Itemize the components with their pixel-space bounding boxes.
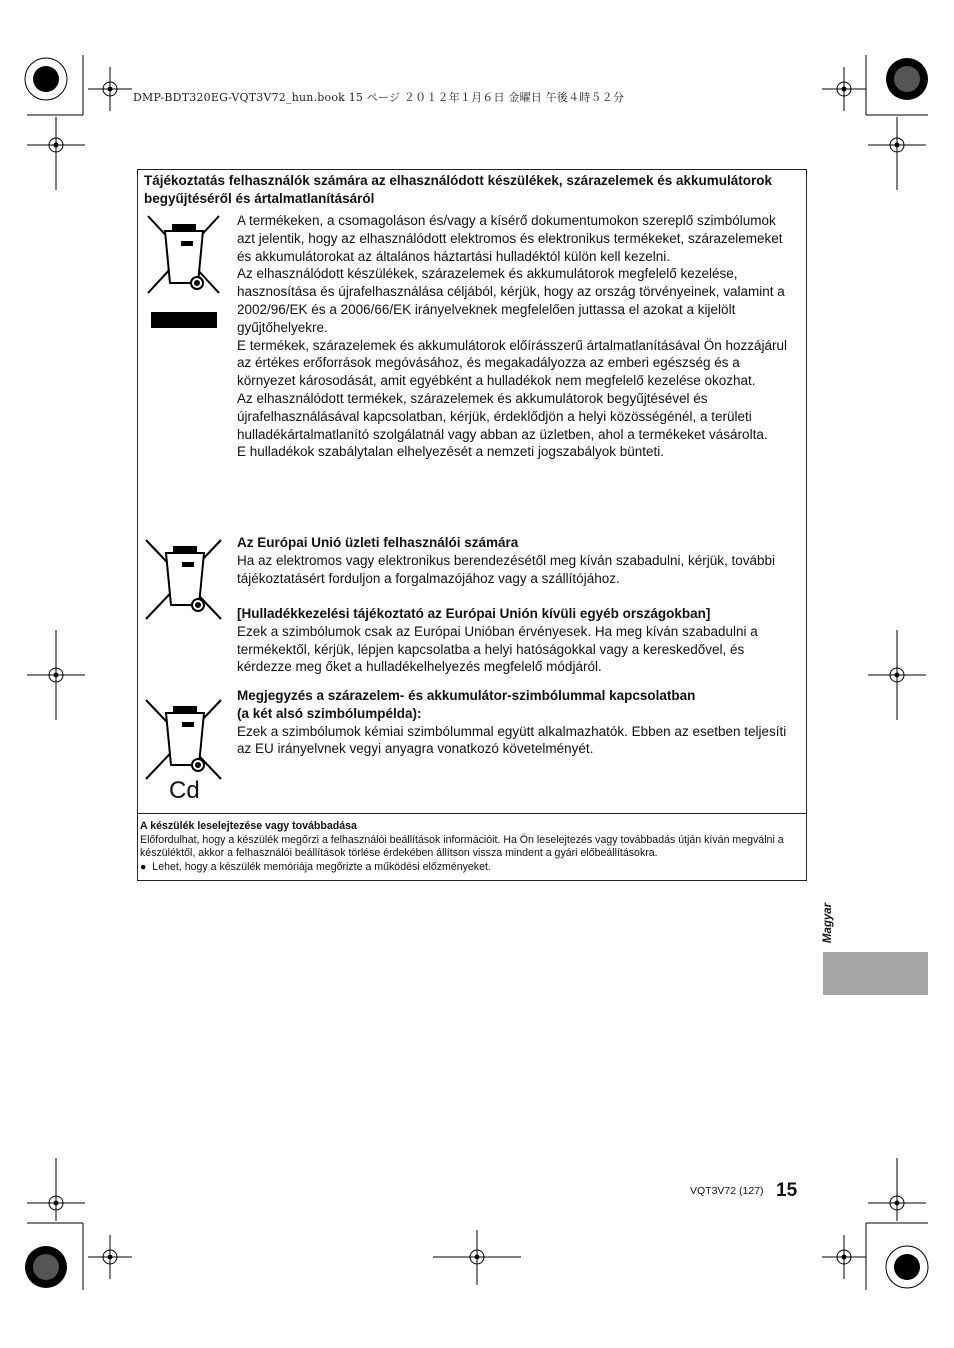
main-text bbox=[237, 212, 797, 461]
battery-bin-icon bbox=[143, 697, 225, 782]
disposal-bullet bbox=[140, 861, 804, 875]
paragraph: A termékeken, a csomagoláson és/vagy a kísérő dokumentumokon szereplő szimbólumok azt jelentik, hogy az elhasználódott elektromos és elektronikus termékeket, szárazelemeket és akkumulátorokat az általános háztartási hulladéktól külön kell kezelni. bbox=[237, 213, 783, 264]
section-text: Ezek a szimbólumok kémiai szimbólummal együtt alkalmazhatók. Ebben az esetben teljesíti az EU irányelvnek vegyi anyagra vonatkozó követelményét. bbox=[237, 723, 787, 757]
language-label bbox=[818, 893, 838, 953]
bullet-text: Lehet, hogy a készülék memóriája megőrizte a működési előzményeket. bbox=[152, 860, 491, 873]
section-subheading: (a két alsó szimbólumpélda): bbox=[237, 705, 422, 721]
chemical-symbol: Cd bbox=[169, 777, 200, 804]
doc-code: VQT3V72 (127) bbox=[690, 1185, 764, 1197]
disposal-heading: A készülék leselejtezése vagy továbbadása bbox=[140, 820, 357, 832]
disposal-section bbox=[140, 820, 804, 874]
bar-symbol bbox=[151, 312, 217, 328]
section-text: Ha az elektromos vagy elektronikus berendezésétől meg kíván szabadulni, kérjük, további tájékoztatásért forduljon a forgalmazójához vagy a szállítójához. bbox=[237, 552, 776, 586]
language-tab bbox=[823, 952, 928, 995]
section-heading: Megjegyzés a szárazelem- és akkumulátor-szimbólummal kapcsolatban bbox=[237, 688, 696, 703]
paragraph: Az elhasználódott készülékek, szárazelemek és akkumulátorok megfelelő kezelése, hasznosítása és újrafelhasználása céljából, kérjük, hogy az ország törvényeinek, valamint a 2002/96/EK és a 2006/66/EK irányelveknek megfelelően juttassa el azokat a kijelölt gyűjtőhelyekre. bbox=[237, 266, 785, 335]
eu-business-section bbox=[237, 534, 797, 587]
section-heading: Az Európai Unió üzleti felhasználói számára bbox=[237, 535, 519, 550]
paragraph: E termékek, szárazelemek és akkumulátorok előírásszerű ártalmatlanításával Ön hozzájárul az értékes erőforrások megóvásához, és megakadályozza az emberi egészség és a környezet károsodását, amit egyébként a hulladékok nem megfelelő kezelése okozhat. bbox=[237, 337, 787, 389]
paragraph: E hulladékok szabálytalan elhelyezését a nemzeti jogszabályok bünteti. bbox=[237, 444, 665, 460]
language-text: Magyar bbox=[822, 902, 834, 944]
page-number: 15 bbox=[776, 1180, 798, 1201]
battery-note-section bbox=[237, 687, 799, 758]
weee-bin-icon bbox=[143, 213, 223, 298]
outside-eu-section bbox=[237, 605, 799, 676]
weee-bin-icon bbox=[143, 537, 225, 622]
section-text: Ezek a szimbólumok csak az Európai Unióban érvényesek. Ha meg kíván szabadulni a termékektől, kérjük, lépjen kapcsolatba a helyi hatóságokkal vagy a kereskedővel, és kérdezze meg őket a hulladékelhelyezés megfelelő módjáról. bbox=[237, 623, 758, 675]
book-header: DMP-BDT320EG-VQT3V72_hun.book 15 ページ ２０１２年１月６日 金曜日 午後４時５２分 bbox=[133, 91, 625, 104]
section-heading: [Hulladékkezelési tájékoztató az Európai Unión kívüli egyéb országokban] bbox=[237, 606, 711, 621]
box-divider bbox=[137, 813, 807, 814]
paragraph: Az elhasználódott termékek, szárazelemek és akkumulátorok begyűjtésével és újrafelhasználásával kapcsolatban, kérjük, érdeklődjön a helyi közösségénél, a területi hulladékártalmatlanító szolgálatnál vagy abban az üzletben, ahol a termékeket vásárolta. bbox=[237, 390, 768, 442]
disposal-text: Előfordulhat, hogy a készülék megőrzi a felhasználói beállítások információit. Ha Ön leselejtezés vagy továbbadás útján kíván megválni a készüléktől, akkor a felhasználói beállítások törlése érdekében állítson vissza mindent a gyári előbeállításokra. bbox=[140, 833, 784, 859]
bullet-icon: ● bbox=[140, 860, 147, 873]
notice-title: Tájékoztatás felhasználók számára az elhasználódott készülékek, szárazelemek és akkumulátorok begyűjtéséről és ártalmatlanításáról bbox=[144, 173, 773, 206]
